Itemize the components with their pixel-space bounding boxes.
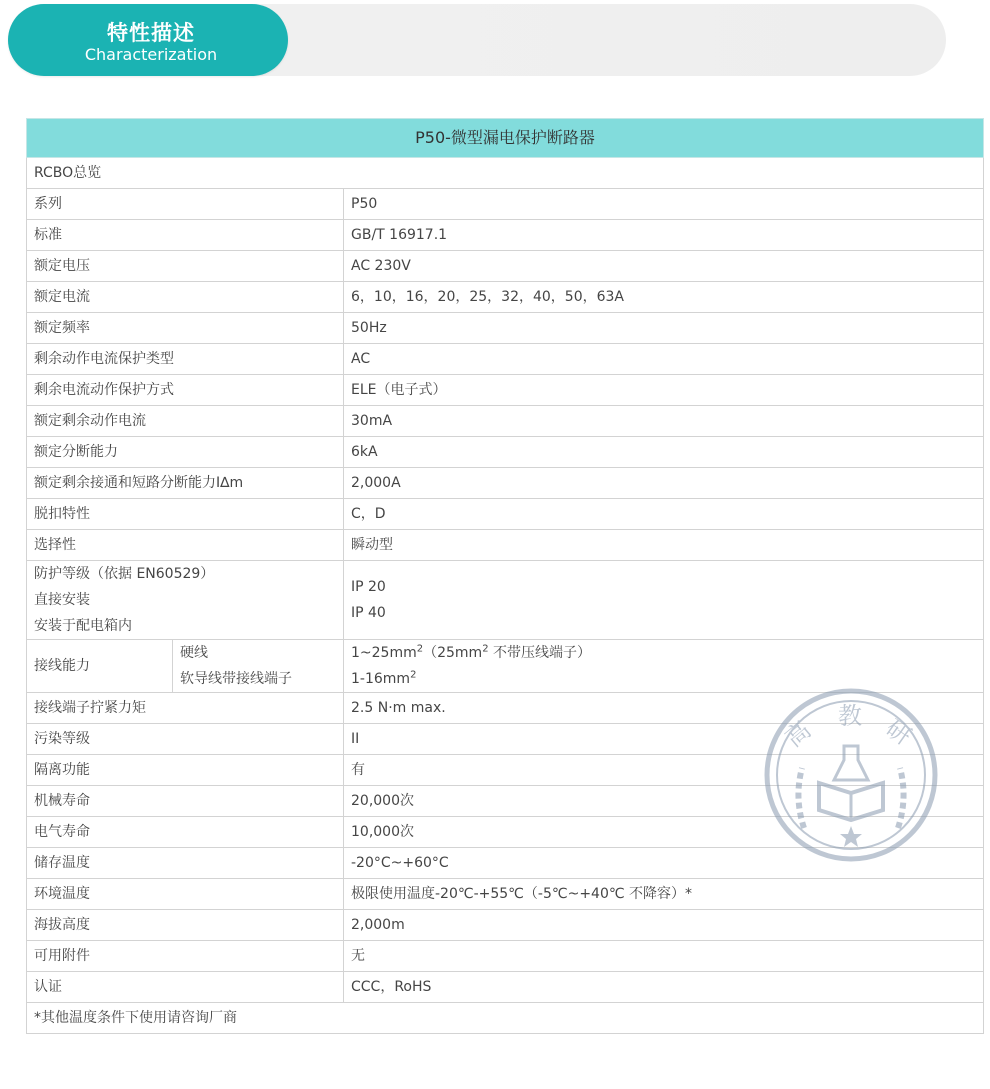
spec-label: 污染等级: [27, 724, 344, 755]
section-subtitle: Characterization: [84, 45, 218, 64]
ip40-value: IP 40: [351, 605, 386, 621]
spec-value: AC: [344, 344, 984, 375]
enclosure-mount-label: 安装于配电箱内: [34, 618, 132, 634]
spec-label: 剩余动作电流保护类型: [27, 344, 344, 375]
solid-wire-value: $1\sim 25mm^2(25mm^2$ 不带压线端子）: [351, 643, 592, 661]
spec-label: 额定分断能力: [27, 437, 344, 468]
spec-value: 50Hz: [344, 313, 984, 344]
table-row-wiring: [27, 640, 984, 693]
table-row-footnote: [27, 1003, 984, 1034]
table-row: [27, 406, 984, 437]
spec-label: 电气寿命: [27, 817, 344, 848]
spec-value: C，D: [344, 499, 984, 530]
watermark-char-1: 高: [779, 715, 817, 753]
spec-value: 极限使用温度-20℃-+55℃（-5℃~+40℃ 不降容）*: [344, 879, 984, 910]
table-row-protection: [27, 561, 984, 640]
spec-value: 有: [344, 755, 984, 786]
spec-table: [26, 118, 984, 1034]
spec-value: 10,000次: [344, 817, 984, 848]
table-title: P50-微型漏电保护断路器: [27, 119, 984, 158]
spec-label: 海拔高度: [27, 910, 344, 941]
table-row: [27, 251, 984, 282]
spec-value: 2,000A: [344, 468, 984, 499]
protection-values: [344, 561, 984, 640]
spec-rows-top: [27, 189, 984, 561]
spec-label: 认证: [27, 972, 344, 1003]
spec-label: 剩余电流动作保护方式: [27, 375, 344, 406]
spec-value: ELE（电子式）: [344, 375, 984, 406]
protection-label: 防护等级（依据 EN60529）: [34, 566, 215, 582]
spec-value: P50: [344, 189, 984, 220]
table-row: [27, 375, 984, 406]
spec-value: 30mA: [344, 406, 984, 437]
spec-label: 额定频率: [27, 313, 344, 344]
table-row: [27, 189, 984, 220]
spec-label: 环境温度: [27, 879, 344, 910]
table-row: [27, 313, 984, 344]
section-heading-pill: [8, 4, 288, 76]
table-row: [27, 910, 984, 941]
spec-label: 接线端子拧紧力矩: [27, 693, 344, 724]
spec-label: 选择性: [27, 530, 344, 561]
spec-value: 2.5 N·m max.: [344, 693, 984, 724]
spec-value: AC 230V: [344, 251, 984, 282]
spec-label: 隔离功能: [27, 755, 344, 786]
spec-label: 储存温度: [27, 848, 344, 879]
ip20-value: IP 20: [351, 579, 386, 595]
spec-value: 20,000次: [344, 786, 984, 817]
spec-label: 额定剩余接通和短路分断能力I∆m: [27, 468, 344, 499]
table-row: [27, 499, 984, 530]
table-row: [27, 220, 984, 251]
spec-label: 机械寿命: [27, 786, 344, 817]
table-row-overview: [27, 158, 984, 189]
spec-value: -20°C~+60°C: [344, 848, 984, 879]
table-row: [27, 344, 984, 375]
wiring-label: 接线能力: [27, 640, 173, 693]
spec-label: 额定剩余动作电流: [27, 406, 344, 437]
spec-label: 额定电压: [27, 251, 344, 282]
footnote-cell: *其他温度条件下使用请咨询厂商: [27, 1003, 984, 1034]
spec-label: 可用附件: [27, 941, 344, 972]
spec-value: CCC，RoHS: [344, 972, 984, 1003]
solid-wire-label: 硬线: [180, 645, 208, 661]
table-title-row: [27, 119, 984, 158]
spec-label: 系列: [27, 189, 344, 220]
overview-cell: RCBO总览: [27, 158, 984, 189]
spec-value: 无: [344, 941, 984, 972]
table-row: [27, 879, 984, 910]
watermark-seal-icon: [764, 688, 938, 862]
table-row: [27, 972, 984, 1003]
spec-value: GB/T 16917.1: [344, 220, 984, 251]
spec-value: 6，10，16，20，25，32，40，50，63A: [344, 282, 984, 313]
spec-label: 额定电流: [27, 282, 344, 313]
direct-mount-label: 直接安装: [34, 592, 90, 608]
watermark-char-2: 教: [838, 702, 862, 730]
spec-label: 脱扣特性: [27, 499, 344, 530]
section-title: 特性描述: [107, 21, 195, 45]
wiring-values: [344, 640, 984, 693]
flexible-wire-value: $1-16mm^2$: [351, 669, 417, 687]
protection-labels: [27, 561, 344, 640]
table-row: [27, 437, 984, 468]
watermark-char-3: 研: [880, 713, 917, 751]
table-row: [27, 530, 984, 561]
table-row: [27, 941, 984, 972]
spec-value: 瞬动型: [344, 530, 984, 561]
spec-label: 标准: [27, 220, 344, 251]
table-row: [27, 282, 984, 313]
spec-value: 2,000m: [344, 910, 984, 941]
table-row: [27, 468, 984, 499]
spec-value: 6kA: [344, 437, 984, 468]
spec-value: II: [344, 724, 984, 755]
wiring-sub-labels: [173, 640, 344, 693]
flexible-wire-label: 软导线带接线端子: [180, 671, 292, 687]
